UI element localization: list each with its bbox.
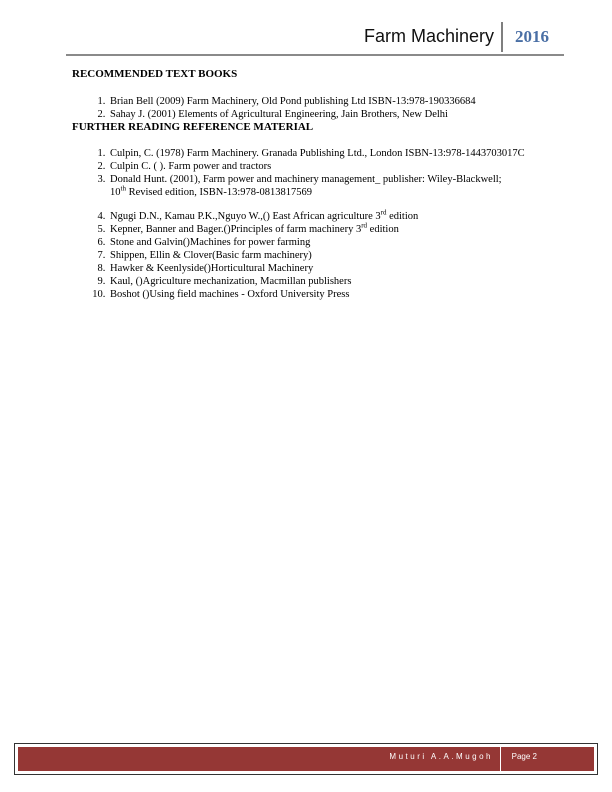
recommended-heading: RECOMMENDED TEXT BOOKS xyxy=(72,68,238,80)
list-item xyxy=(108,223,560,236)
list-item: 8. Hawker & Keenlyside()Horticultural Machinery xyxy=(108,262,560,275)
list-item: 9. Kaul, ()Agriculture mechanization, Macmillan publishers xyxy=(108,275,560,288)
list-item: 1. Brian Bell (2009) Farm Machinery, Old Pond publishing Ltd ISBN-13:978-190336684 xyxy=(108,95,560,108)
page-header xyxy=(66,20,564,56)
list-item: 2. Sahay J. (2001) Elements of Agricultural Engineering, Jain Brothers, New Delhi xyxy=(108,108,560,121)
edition-word: edition xyxy=(386,211,419,222)
ordinal-suffix: rd xyxy=(361,221,368,230)
list-item xyxy=(108,173,560,199)
list-item: 1. Culpin, C. (1978) Farm Machinery. Granada Publishing Ltd., London ISBN-13:978-1443703017C xyxy=(108,147,560,160)
recommended-list xyxy=(72,95,560,121)
list-item: 2. Culpin C. ( ). Farm power and tractors xyxy=(108,160,560,173)
header-title: Farm Machinery xyxy=(363,26,494,46)
edition-word: edition xyxy=(367,224,399,235)
list-item: 7. Shippen, Ellin & Clover(Basic farm machinery) xyxy=(108,249,560,262)
ordinal-suffix: rd xyxy=(380,208,387,217)
footer-author: Muturi A.A.Mugoh xyxy=(389,752,493,761)
header-rule xyxy=(66,54,564,56)
list-item-text: Revised edition, ISBN-13:978-0813817569 xyxy=(125,187,313,198)
list-item-text: Ngugi D.N., Kamau P.K.,Nguyo W.,() East African agriculture 3 xyxy=(110,211,381,222)
footer-bar xyxy=(18,747,594,771)
list-item: 10. Boshot ()Using field machines - Oxford University Press xyxy=(108,288,560,301)
edition-number: 10 xyxy=(110,187,121,198)
page-footer xyxy=(14,743,598,775)
footer-page-number: Page 2 xyxy=(511,752,537,761)
list-item: 6. Stone and Galvin()Machines for power farming xyxy=(108,236,560,249)
list-item-text: Kepner, Banner and Bager.()Principles of farm machinery 3 xyxy=(110,224,362,235)
header-separator xyxy=(501,22,503,52)
page-content xyxy=(72,68,560,301)
list-item-text: Donald Hunt. (2001), Farm power and machinery management_ publisher: Wiley-Blackwell; xyxy=(110,174,502,185)
list-item xyxy=(108,210,560,223)
footer-separator xyxy=(500,747,501,771)
edition-suffix: th xyxy=(120,184,126,193)
further-heading: FURTHER READING REFERENCE MATERIAL xyxy=(72,121,314,133)
further-list xyxy=(72,147,560,301)
header-year: 2016 xyxy=(515,27,549,46)
